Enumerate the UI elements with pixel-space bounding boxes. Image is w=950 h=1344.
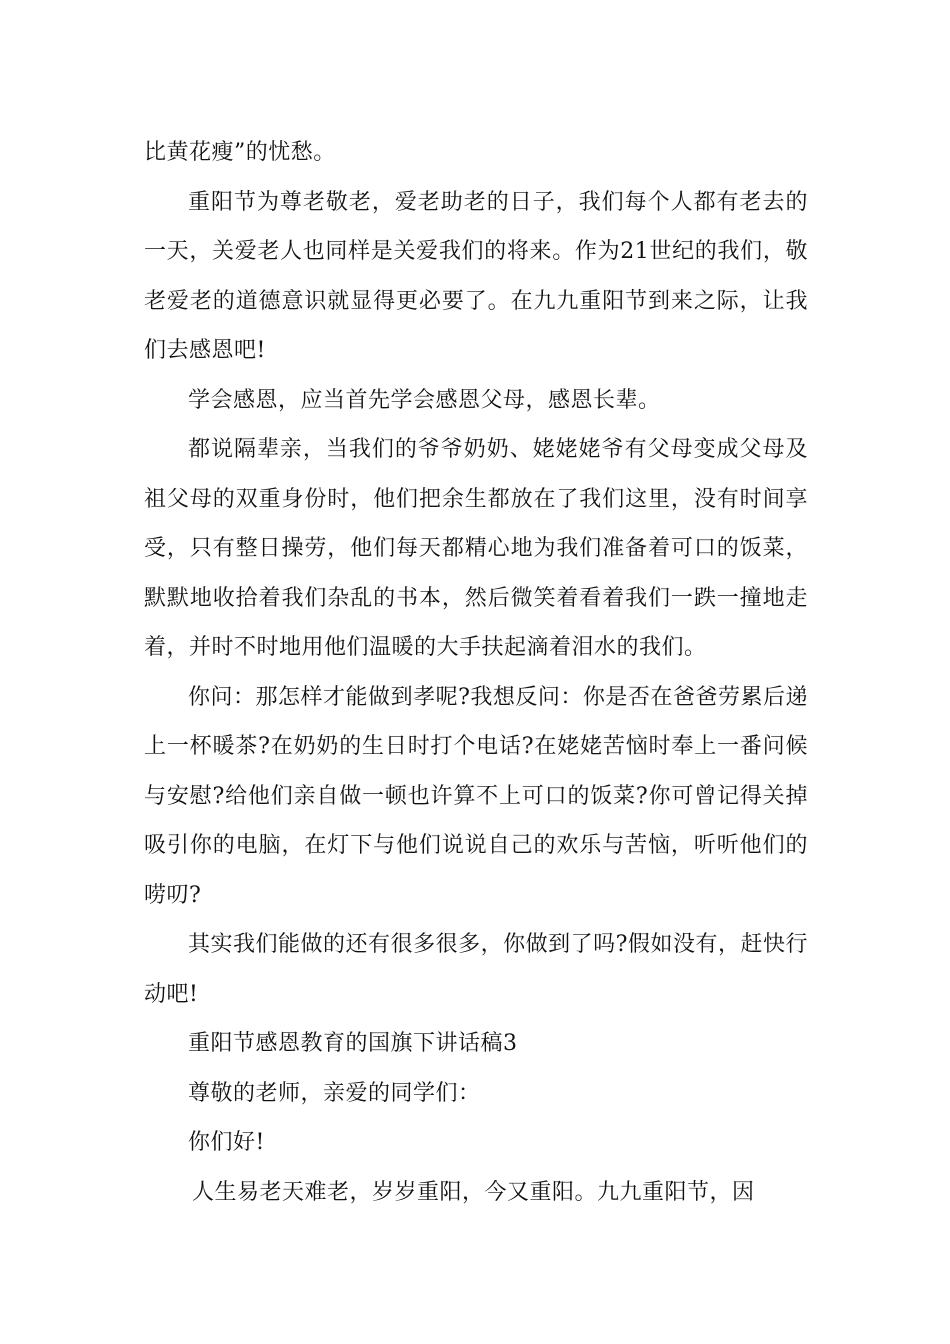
section-heading: 重阳节感恩教育的国旗下讲话稿3	[188, 1031, 518, 1056]
paragraph-6: 其实我们能做的还有很多很多，你做到了吗?假如没有，赶快行动吧!	[144, 932, 808, 1007]
salutation: 尊敬的老师，亲爱的同学们：	[188, 1080, 481, 1106]
paragraph-1: 比黄花瘦”的忧愁。	[144, 140, 336, 165]
document-body	[144, 128, 808, 1217]
paragraph-2: 重阳节为尊老敬老，爱老助老的日子，我们每个人都有老去的一天，关爱老人也同样是关爱我们的将来。作为21世纪的我们，敬老爱老的道德意识就显得更必要了。在九九重阳节到来之际，让我们去感恩吧!	[144, 189, 808, 363]
paragraph-4: 都说隔辈亲，当我们的爷爷奶奶、姥姥姥爷有父母变成父母及祖父母的双重身份时，他们把余生都放在了我们这里，没有时间享受，只有整日操劳，他们每天都精心地为我们准备着可口的饭菜，默默地收拾着我们杂乱的书本，然后微笑着看着我们一跌一撞地走着，并时不时地用他们温暖的大手扶起滴着泪水的我们。	[144, 437, 808, 660]
greeting: 你们好!	[188, 1130, 265, 1155]
paragraph-3: 学会感恩，应当首先学会感恩父母，感恩长辈。	[188, 387, 661, 413]
paragraph-10: 人生易老天难老，岁岁重阳，今又重阳。九九重阳节，因	[192, 1179, 755, 1205]
paragraph-5: 你问：那怎样才能做到孝呢?我想反问：你是否在爸爸劳累后递上一杯暖茶?在奶奶的生日时打个电话?在姥姥苦恼时奉上一番问候与安慰?给他们亲自做一顿也许算不上可口的饭菜?你可曾记得关掉吸引你的电脑，在灯下与他们说说自己的欢乐与苦恼，听听他们的唠叨?	[144, 684, 808, 908]
